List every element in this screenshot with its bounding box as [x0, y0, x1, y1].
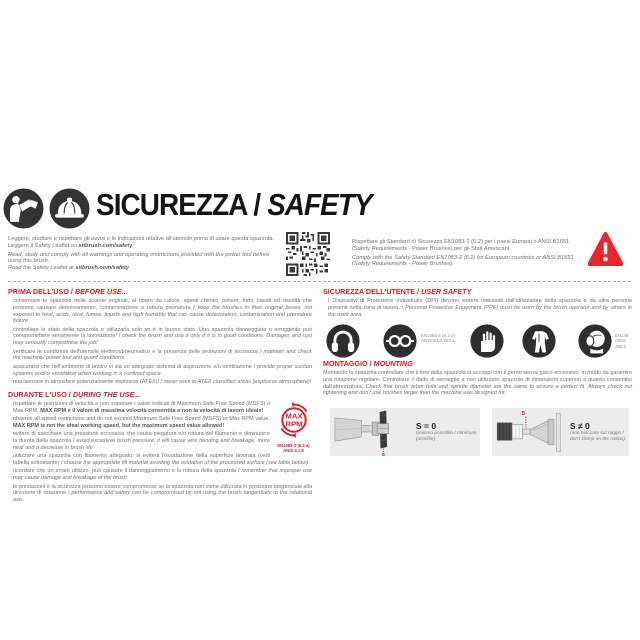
- mounting-text: Montando la spazzola controllare che il foro della spazzola si accoppi con il perno senza gioco eccessivo, in modo da garantire una rotazione regolare. Controllare il dado di serraggio e non utilizzare spazzole di dimensioni superiori a quanto consentito dall'attrezzatura. Check that brush arbor hole and spindle diameter are the same to ensure a perfect fit. Always check nut tightening and don't use brushes larger than the machine was designed for.: [323, 370, 632, 397]
- goggles-standard-label: EN1083-2 (6.1-d) ANSI/ISEA Z87.1: [421, 333, 455, 344]
- intro-it-line2: Leggere il Safety Leaflet su sitbrush.com/safety: [8, 242, 133, 249]
- dashed-divider: [8, 281, 631, 282]
- page-title-it: SICUREZZA /: [96, 187, 261, 222]
- mounting-box2-label: S ≠ 0: [570, 421, 590, 432]
- dust-mask-icon: [578, 324, 612, 358]
- s-dimension-label: S: [381, 453, 386, 457]
- before-use-item: conservare le spazzole nelle scatole originali, al riparo da calore, agenti chimici, polveri, fumi, liquidi ed umidità che possono causare deterioramento, contaminazione e rottura prematura / keep the brushes in their original boxes, not exposed to heat, acids, dust, fumes, liquids and high humidity that can cause deterioration, contamination and premature failure: [13, 298, 312, 325]
- before-use-column: [8, 288, 312, 505]
- mounting-diagrams: [323, 408, 632, 456]
- mounting-box2-note: (non bloccare sul raggio / don't clamp on the radius): [570, 431, 626, 442]
- svg-text:MAX: MAX: [284, 411, 303, 421]
- safety-leaflet-link-en: sitbrush.com/safety: [75, 264, 130, 271]
- mounting-box1-label: S = 0: [416, 421, 437, 432]
- before-use-item: assicurarsi che nell'ambiente di lavoro vi sia un adeguato sistema di aspirazione e/o ventilazione / provide proper suction systems and/or ventilation when working in a confined space: [13, 363, 313, 377]
- intro-en-line2: Read the Safety Leaflet at sitbrush.com/safety: [8, 264, 130, 271]
- read-manual-icon: [3, 188, 44, 229]
- before-use-heading: PRIMA DELL'USO / BEFORE USE...: [8, 287, 128, 296]
- during-use-heading: DURANTE L'USO / DURING THE USE...: [8, 389, 141, 399]
- intro-it-line1: Leggere, studiare e rispettare gli avvisi e le indicazioni relative all'utensile prima di usare questa spazzola.: [8, 236, 275, 242]
- user-safety-heading: SICUREZZA DELL'UTENTE / USER SAFETY: [323, 287, 472, 296]
- standards-en: Comply with the Safety Standard EN1083-2 (6.2) for European countries or ANSI B1651 (Safety Requirements - Power Brushes).: [352, 254, 574, 268]
- before-use-item: controllare lo stato della spazzola e utilizzarla solo se è in buono stato. Una spazzola danneggiata o arrugginita può compromettere seriamente la lavorazione! / check the brush and use it only if it is in good conditions. Damages and rust may seriously compromise the job!: [13, 326, 312, 347]
- safety-goggles-icon: [383, 324, 417, 358]
- wheel-brush-spindle-illustration: [333, 408, 413, 456]
- during-use-item: observe all speed restrictions and do not exceed Maximum Safe Free Speed (MSFS) or Max RPM value. MAX RPM is not the ideal working speed, but the maximum speed value allowed!: [13, 416, 270, 429]
- page-title-en: SAFETY: [267, 187, 372, 222]
- standards-it: Rispettare gli Standard di Sicurezza EN1083-2 (6.2) per i paesi Europei o ANSI B1651 (Safety Requirements - Power Brushes) per gli Stati Americani.: [352, 239, 570, 252]
- mounting-heading: MONTAGGIO / MOUNTING: [323, 359, 413, 369]
- during-use-item: evitare di esercitare una pressione eccessiva che causa piegatura e/o rottura del filamento e diminuisce la durata della spazzola / avoid excessive brush pressure, it will cause wire bending and breakage, more heat and a decrease in brush life: [13, 431, 270, 451]
- page-title: [96, 187, 372, 223]
- intro-en-line1: Read, study and comply with all warnings and operating instructions provided with the power tool before using this brush.: [8, 251, 270, 265]
- s-dimension-label: S: [521, 411, 526, 418]
- qr-code: [286, 232, 330, 276]
- before-use-item: verificare le condizioni dell'utensile elettrico/pneumatico e la presenza delle protezioni di sicurezza / maintain and check the machine/ power tool and guard conditions: [13, 348, 312, 362]
- standards-text: [352, 239, 585, 268]
- ppe-icons-row: [323, 324, 632, 360]
- warning-triangle-icon: [588, 228, 623, 271]
- during-use-item: utilizzare una spazzola con filamento adeguato: si eviterà l'ossidazione della superficie lavorata (vedi tabella sottostante) / choose the appropriate fill material avoiding the oxidation of the processed surface (see table below): [13, 453, 309, 466]
- hard-hat-icon: [49, 188, 90, 229]
- mounting-diagram-wheel-brush: [330, 408, 480, 456]
- protective-clothing-icon: [522, 324, 556, 358]
- mounting-box1-note: (minimo possibile / minimum possible): [416, 431, 477, 442]
- intro-text: [8, 236, 274, 271]
- user-safety-column: [323, 288, 632, 456]
- end-brush-collet-illustration: [495, 409, 567, 455]
- during-use-item: ricordare che un errato utilizzo, può causare il danneggiamento e la rottura della spazzola / remember that improper use may cause damage and breakage of the brush: [13, 468, 312, 482]
- during-use-item: le prestazioni e la sicurezza possono essere compromesse se la spazzola non viene utilizzata in posizione tangenziale alla direzione di rotazione / performance and safety can be compromised by not using the brush tangentially to the rotational axis.: [13, 483, 313, 503]
- gloves-icon: [470, 324, 504, 358]
- max-rpm-badge: [275, 402, 312, 454]
- mask-standard-label: EN149 ANSI Z88.2: [615, 333, 629, 349]
- during-use-section: [8, 391, 312, 504]
- before-use-item: mai lavorare in atmosfere potenzialmente esplosive (ATEX)! / never work in ATEX classified areas (explosive atmosphere)!: [13, 379, 312, 386]
- max-rpm-standard: EN1083-2 (6.2-a) ANSI 3.1.8: [277, 442, 310, 453]
- user-safety-text: I Dispositivi di Protezione Individuale (DPI) devono essere indossati dall'utilizzatore della spazzola e da altre persone presenti nella zona di lavoro. / Personal Protective Equipment (PPE) must be worn by the brush operator and by others in the work area.: [328, 298, 632, 318]
- mounting-diagram-end-brush: [492, 408, 629, 456]
- during-use-item: rispettare le restrizioni di velocità e non superare i valori indicati di Maximum Safe Free Speed (MSFS) o Max RPM. MAX RPM è il valore di massima velocità consentita e non la velocità di lavoro ideale!: [13, 400, 270, 414]
- ear-protection-icon: [326, 324, 360, 358]
- svg-text:RPM: RPM: [284, 419, 303, 429]
- safety-leaflet-link: sitbrush.com/safety: [78, 242, 133, 249]
